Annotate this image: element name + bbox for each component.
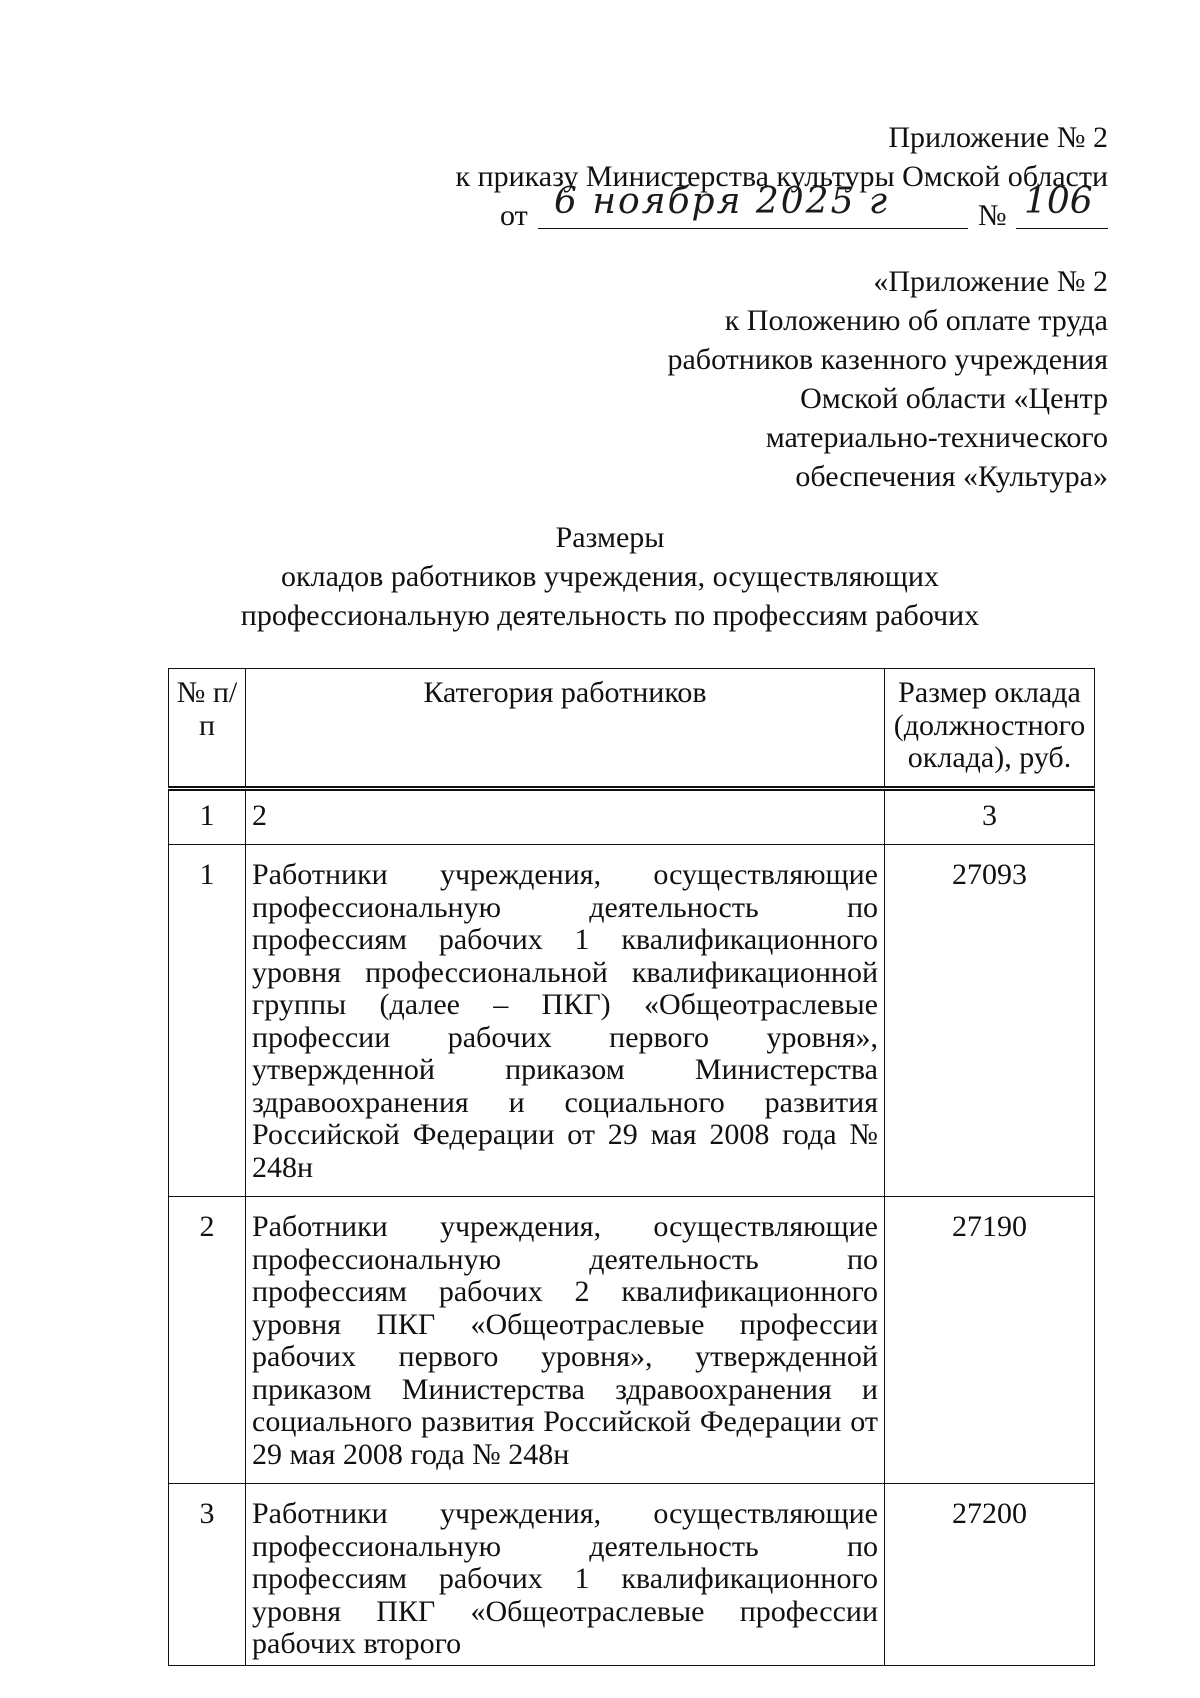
- row-salary: 27190: [885, 1197, 1095, 1484]
- header-category: Категория работников: [246, 669, 885, 789]
- salary-table: [168, 668, 1095, 1666]
- column-number: 3: [885, 789, 1095, 845]
- date-underline: [538, 228, 968, 229]
- row-category: Работники учреждения, осуществляющие профессиональную деятельность по профессиям рабочих 2 квалификационного уровня ПКГ «Общеотраслевые профессии рабочих первого уровня», утвержденной приказом Министерства здравоохранения и социального развития Российской Федерации от 29 мая 2008 года № 248н: [246, 1197, 885, 1484]
- table-row: [169, 1484, 1095, 1666]
- appendix-line: обеспечения «Культура»: [795, 460, 1108, 493]
- column-number-row: [169, 789, 1095, 845]
- table-header-row: [169, 669, 1095, 789]
- order-date-number-line: [500, 181, 1108, 236]
- appendix-number: Приложение № 2: [888, 121, 1108, 154]
- row-salary: 27093: [885, 845, 1095, 1197]
- handwritten-date: 6 ноября 2025 г: [554, 181, 890, 222]
- row-number: 1: [169, 845, 246, 1197]
- title-line: профессиональную деятельность по профессиям рабочих: [240, 599, 980, 632]
- document-title: [150, 518, 1070, 635]
- appendix-line: «Приложение № 2: [873, 265, 1108, 298]
- order-issuer: к приказу Министерства культуры Омской области: [455, 160, 1108, 193]
- row-salary: 27200: [885, 1484, 1095, 1666]
- number-underline: [1016, 228, 1108, 229]
- row-category: Работники учреждения, осуществляющие профессиональную деятельность по профессиям рабочих 1 квалификационного уровня ПКГ «Общеотраслевые профессии рабочих второго: [246, 1484, 885, 1666]
- appendix-line: к Положению об оплате труда: [724, 304, 1108, 337]
- column-number: 2: [246, 789, 885, 845]
- number-label: №: [978, 199, 1007, 232]
- table-row: [169, 845, 1095, 1197]
- handwritten-number: 106: [1024, 181, 1093, 222]
- appendix-line: работников казенного учреждения: [667, 343, 1108, 376]
- header-number: № п/п: [169, 669, 246, 789]
- title-line: окладов работников учреждения, осуществляющих: [281, 560, 939, 593]
- row-category: Работники учреждения, осуществляющие профессиональную деятельность по профессиям рабочих 1 квалификационного уровня профессиональной квалификационной группы (далее – ПКГ) «Общеотраслевые профессии рабочих первого уровня», утвержденной приказом Министерства здравоохранения и социального развития Российской Федерации от 29 мая 2008 года № 248н: [246, 845, 885, 1197]
- from-label: от: [500, 199, 528, 232]
- table-row: [169, 1197, 1095, 1484]
- title-line: Размеры: [555, 521, 665, 554]
- appendix-line: Омской области «Центр: [800, 382, 1108, 415]
- header-salary: Размер оклада (должностного оклада), руб.: [885, 669, 1095, 789]
- appendix-line: материально-технического: [765, 421, 1108, 454]
- row-number: 2: [169, 1197, 246, 1484]
- regulation-appendix: [667, 262, 1108, 496]
- row-number: 3: [169, 1484, 246, 1666]
- column-number: 1: [169, 789, 246, 845]
